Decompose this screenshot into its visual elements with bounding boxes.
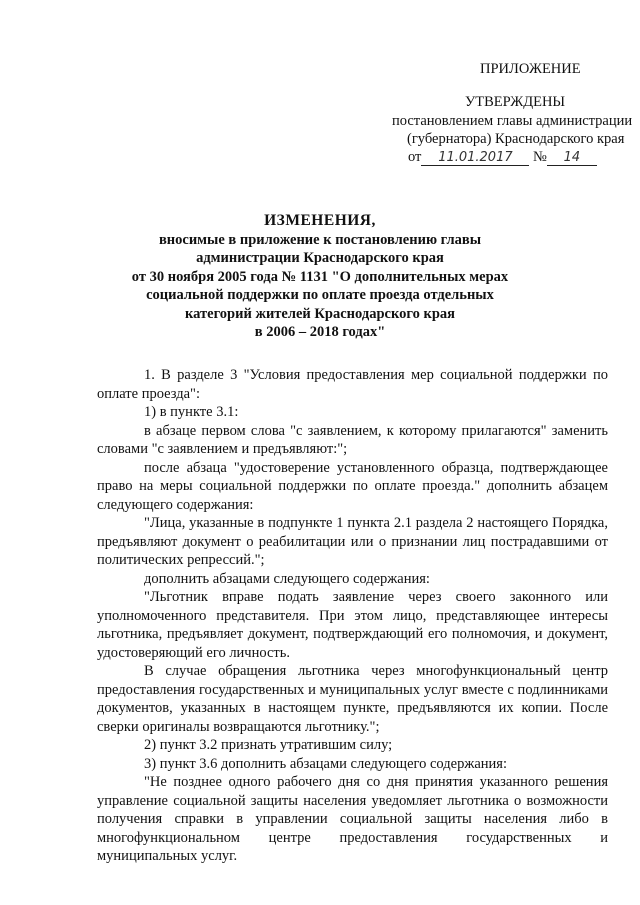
number-prefix: №	[533, 149, 547, 165]
paragraph: 1) в пункте 3.1:	[144, 404, 239, 420]
title-main: ИЗМЕНЕНИЯ,	[264, 212, 376, 229]
paragraph: "Не позднее одного рабочего дня со дня принятия указанного решения управление социальной защиты населения уведомляет льготника о возможности получения справки в управлении социальной защиты населения либо в многофункциональном центре предоставления государственных и муниципальных услуг.	[97, 774, 608, 864]
approved-label: УТВЕРЖДЕНЫ	[465, 94, 566, 110]
approval-line-2: (губернатора) Краснодарского края	[407, 131, 625, 147]
approval-date-line	[408, 148, 597, 167]
document-body	[97, 366, 608, 866]
document-title	[0, 212, 640, 342]
paragraph: дополнить абзацами следующего содержания:	[144, 570, 430, 587]
title-line: вносимые в приложение к постановлению главы	[158, 231, 482, 248]
title-line: категорий жителей Краснодарского края	[185, 305, 455, 322]
paragraph: "Лица, указанные в подпункте 1 пункта 2.1 раздела 2 настоящего Порядка, предъявляют документ о реабилитации или о признании лиц пострадавшими от политических репрессий.";	[97, 515, 608, 568]
title-line: от 30 ноября 2005 года № 1131 "О дополнительных мерах	[131, 268, 509, 285]
paragraph: "Льготник вправе подать заявление через своего законного или уполномоченного представителя. При этом лицо, представляющее интересы льготника, предъявляет документ, подтверждающий его полномочия, и документ, удостоверяющий его личность.	[97, 589, 608, 661]
paragraph: 1. В разделе 3 "Условия предоставления мер социальной поддержки по оплате проезда":	[97, 367, 608, 402]
approval-line-1: постановлением главы администрации	[392, 113, 633, 129]
title-line: в 2006 – 2018 годах"	[254, 324, 386, 340]
paragraph: после абзаца "удостоверение установленного образца, подтверждающее право на меры социальной поддержки по оплате проезда." дополнить абзацем следующего содержания:	[97, 459, 608, 513]
paragraph: 3) пункт 3.6 дополнить абзацами следующего содержания:	[144, 755, 507, 772]
title-line: администрации Краснодарского края	[196, 250, 444, 266]
paragraph: В случае обращения льготника через многофункциональный центр предоставления государственных и муниципальных услуг вместе с подлинниками документов, указанных в настоящем пункте, предъявляются их копии. После сверки оригиналы возвращаются льготнику.";	[97, 663, 608, 735]
appendix-label: ПРИЛОЖЕНИЕ	[480, 61, 581, 77]
paragraph: 2) пункт 3.2 признать утратившим силу;	[144, 737, 393, 753]
title-line: социальной поддержки по оплате проезда отдельных	[146, 287, 494, 303]
handwritten-date: 11.01.2017	[421, 150, 529, 166]
date-prefix: от	[408, 149, 422, 165]
paragraph: в абзаце первом слова "с заявлением, к которому прилагаются" заменить словами "с заявлением и предъявляют:";	[97, 422, 608, 457]
handwritten-number: 14	[547, 150, 597, 166]
